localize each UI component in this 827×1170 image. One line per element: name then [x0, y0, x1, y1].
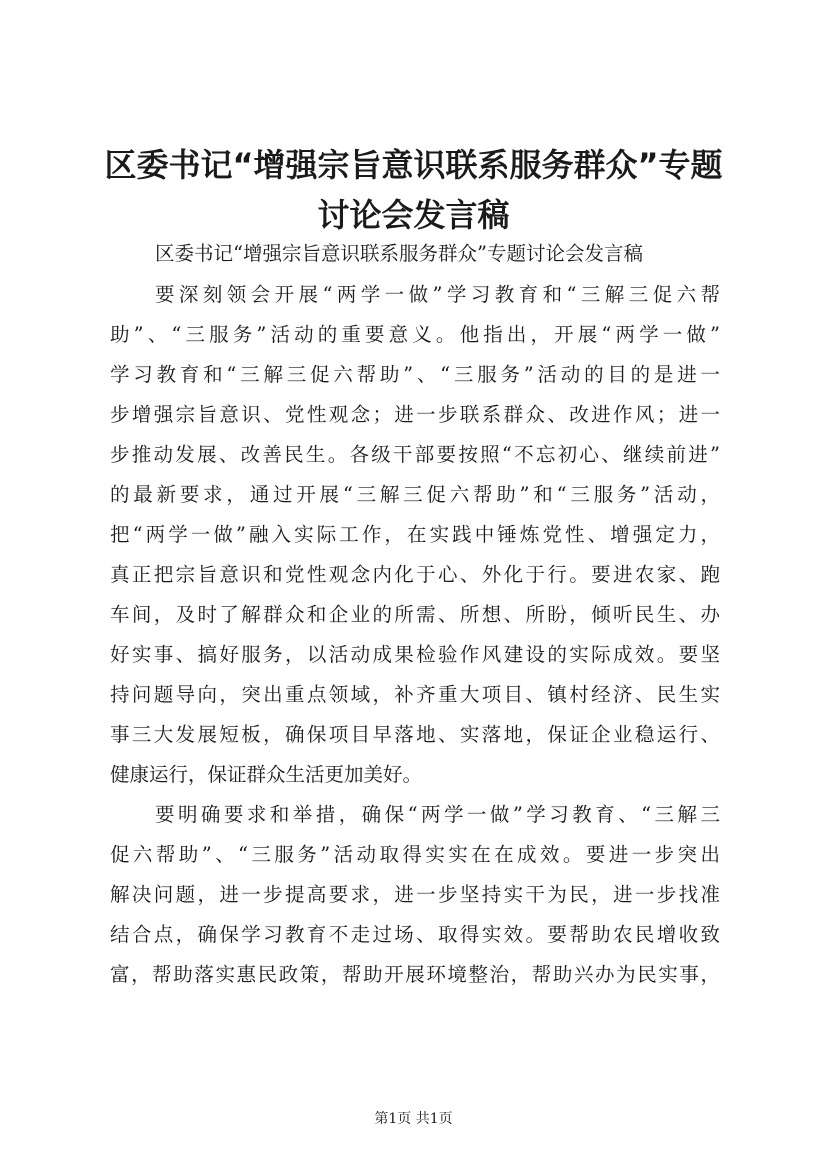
document-title-line-1: 区委书记“增强宗旨意识联系服务群众”专题	[104, 146, 723, 184]
paragraph-line: 学习教育和“三解三促六帮助”、“三服务”活动的目的是进一	[110, 363, 720, 386]
paragraph-line: 真正把宗旨意识和党性观念内化于心、外化于行。要进农家、跑	[110, 563, 720, 586]
paragraph-line: 要深刻领会开展“两学一做”学习教育和“三解三促六帮	[155, 283, 720, 306]
paragraph-line: 解决问题，进一步提高要求，进一步坚持实干为民，进一步找准	[110, 883, 720, 906]
paragraph-line: 步增强宗旨意识、党性观念；进一步联系群众、改进作风；进一	[110, 403, 720, 426]
paragraph-line: 富，帮助落实惠民政策，帮助开展环境整治，帮助兴办为民实事，	[110, 963, 720, 986]
document-title-line-2: 讨论会发言稿	[317, 196, 510, 234]
paragraph-line: 车间，及时了解群众和企业的所需、所想、所盼，倾听民生、办	[110, 603, 720, 626]
paragraph-line: 健康运行，保证群众生活更加美好。	[110, 763, 423, 786]
paragraph-line: 促六帮助”、“三服务”活动取得实实在在成效。要进一步突出	[110, 843, 720, 866]
paragraph-line: 持问题导向，突出重点领域，补齐重大项目、镇村经济、民生实	[110, 683, 720, 706]
paragraph-line: 结合点，确保学习教育不走过场、取得实效。要帮助农民增收致	[110, 923, 720, 946]
paragraph-line: 把“两学一做”融入实际工作，在实践中锤炼党性、增强定力，	[110, 523, 720, 546]
paragraph-line: 的最新要求，通过开展“三解三促六帮助”和“三服务”活动，	[110, 483, 720, 506]
paragraph-line: 要明确要求和举措，确保“两学一做”学习教育、“三解三	[155, 803, 720, 826]
paragraph-line: 区委书记“增强宗旨意识联系服务群众”专题讨论会发言稿	[155, 242, 643, 265]
paragraph-line: 助”、“三服务”活动的重要意义。他指出，开展“两学一做”	[110, 323, 720, 346]
page-number-footer: 第1页 共1页	[374, 1111, 453, 1127]
paragraph-line: 步推动发展、改善民生。各级干部要按照“不忘初心、继续前进”	[110, 443, 720, 466]
paragraph-line: 事三大发展短板，确保项目早落地、实落地，保证企业稳运行、	[110, 723, 720, 746]
paragraph-line: 好实事、搞好服务，以活动成果检验作风建设的实际成效。要坚	[110, 643, 720, 666]
